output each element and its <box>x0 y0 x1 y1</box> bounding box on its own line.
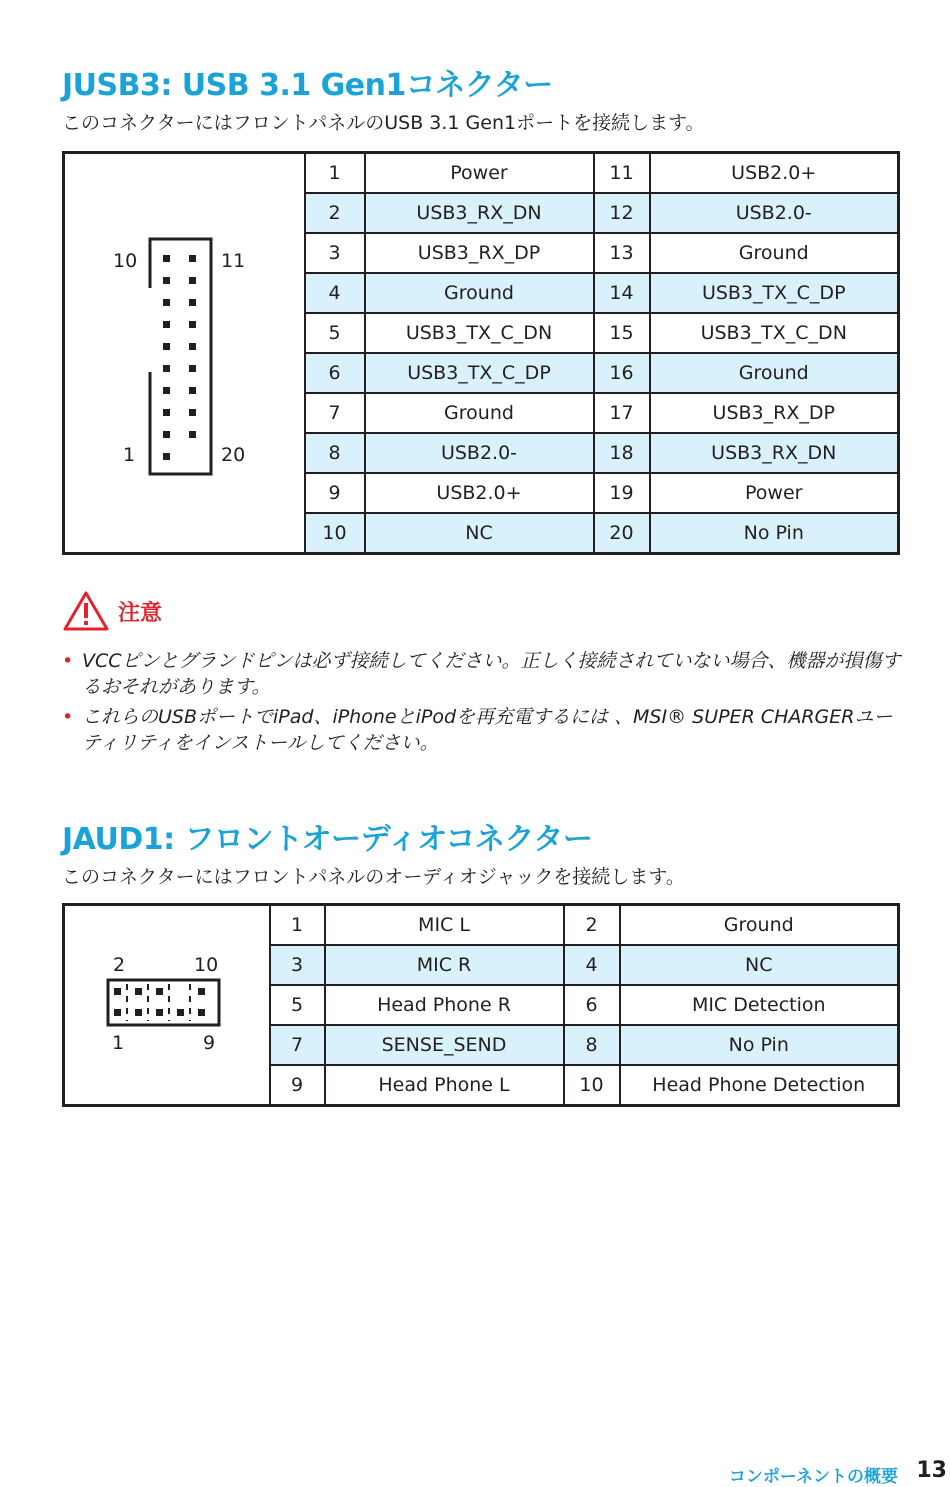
pin-number-cell: 9 <box>270 1065 325 1106</box>
jaud1-label-bottom-left: 1 <box>112 1032 125 1054</box>
page-number: 13 <box>916 1458 947 1483</box>
pin-dot <box>114 988 121 995</box>
pin-number-cell: 12 <box>594 193 650 233</box>
caution-note: • これらのUSBポートでiPad、iPhoneとiPodを再充電するには 、MSI® SUPER CHARGERユーティリティをインストールしてください。 <box>62 704 902 756</box>
pin-dot <box>189 255 196 262</box>
pin-dot <box>189 431 196 438</box>
pin-number-cell: 5 <box>305 313 365 353</box>
warning-triangle-icon <box>62 590 110 632</box>
pin-dot <box>163 431 170 438</box>
signal-name-cell: USB2.0+ <box>365 473 594 513</box>
signal-name-cell: MIC Detection <box>620 985 899 1025</box>
jaud1-description: このコネクターにはフロントパネルのオーディオジャックを接続します。 <box>62 866 685 888</box>
signal-name-cell: USB3_TX_C_DP <box>650 273 899 313</box>
pin-dot <box>189 387 196 394</box>
pin-number-cell: 4 <box>564 945 620 985</box>
pin-number-cell: 6 <box>564 985 620 1025</box>
signal-name-cell: NC <box>620 945 899 985</box>
pin-dot <box>163 277 170 284</box>
signal-name-cell: MIC L <box>325 905 564 946</box>
pin-dot <box>189 321 196 328</box>
pin-number-cell: 9 <box>305 473 365 513</box>
pin-number-cell: 17 <box>594 393 650 433</box>
signal-name-cell: SENSE_SEND <box>325 1025 564 1065</box>
pin-number-cell: 1 <box>270 905 325 946</box>
signal-name-cell: USB2.0- <box>650 193 899 233</box>
signal-name-cell: USB3_RX_DN <box>365 193 594 233</box>
signal-name-cell: Ground <box>365 273 594 313</box>
signal-name-cell: USB3_RX_DP <box>650 393 899 433</box>
signal-name-cell: USB3_TX_C_DN <box>650 313 899 353</box>
pin-dot <box>189 409 196 416</box>
signal-name-cell: USB3_RX_DN <box>650 433 899 473</box>
pin-dot <box>163 387 170 394</box>
signal-name-cell: Power <box>650 473 899 513</box>
jusb3-label-bottom-left: 1 <box>123 444 136 466</box>
pin-number-cell: 7 <box>305 393 365 433</box>
pin-dot <box>163 453 170 460</box>
pin-dot <box>189 299 196 306</box>
signal-name-cell: Head Phone L <box>325 1065 564 1106</box>
pin-number-cell: 6 <box>305 353 365 393</box>
signal-name-cell: No Pin <box>650 513 899 554</box>
pin-number-cell: 1 <box>305 153 365 194</box>
pin-dot <box>189 277 196 284</box>
signal-name-cell: MIC R <box>325 945 564 985</box>
pin-dot <box>163 409 170 416</box>
pin-dot <box>163 255 170 262</box>
caution-notes <box>62 648 902 760</box>
pin-number-cell: 20 <box>594 513 650 554</box>
pin-number-cell: 16 <box>594 353 650 393</box>
jusb3-connector-diagram <box>65 154 301 553</box>
pin-dot <box>163 321 170 328</box>
jusb3-label-bottom-right: 20 <box>221 444 246 466</box>
pin-number-cell: 19 <box>594 473 650 513</box>
jusb3-description: このコネクターにはフロントパネルのUSB 3.1 Gen1ポートを接続します。 <box>62 112 705 134</box>
pin-number-cell: 2 <box>564 905 620 946</box>
pin-number-cell: 10 <box>564 1065 620 1106</box>
caution-heading <box>62 590 162 632</box>
jaud1-pin-header-graphic <box>65 906 266 1103</box>
pin-number-cell: 5 <box>270 985 325 1025</box>
pin-dot <box>163 299 170 306</box>
signal-name-cell: USB2.0- <box>365 433 594 473</box>
signal-name-cell: Ground <box>365 393 594 433</box>
pin-dot <box>189 343 196 350</box>
signal-name-cell: USB3_TX_C_DP <box>365 353 594 393</box>
jaud1-label-bottom-right: 9 <box>203 1032 216 1054</box>
pin-dot <box>163 343 170 350</box>
pin-dot <box>156 988 163 995</box>
pin-number-cell: 7 <box>270 1025 325 1065</box>
pin-number-cell: 10 <box>305 513 365 554</box>
jaud1-connector-diagram <box>65 906 266 1103</box>
signal-name-cell: Head Phone R <box>325 985 564 1025</box>
jaud1-label-top-right: 10 <box>194 954 219 976</box>
pin-number-cell: 11 <box>594 153 650 194</box>
signal-name-cell: USB3_TX_C_DN <box>365 313 594 353</box>
pin-dot <box>114 1009 121 1016</box>
pin-dot <box>135 988 142 995</box>
pin-dot <box>163 365 170 372</box>
signal-name-cell: USB2.0+ <box>650 153 899 194</box>
pin-number-cell: 13 <box>594 233 650 273</box>
pin-dot <box>135 1009 142 1016</box>
pin-number-cell: 14 <box>594 273 650 313</box>
pin-dot <box>189 365 196 372</box>
signal-name-cell: No Pin <box>620 1025 899 1065</box>
footer-section-label: コンポーネントの概要 <box>728 1467 898 1487</box>
pin-dot <box>177 1009 184 1016</box>
signal-name-cell: USB3_RX_DP <box>365 233 594 273</box>
signal-name-cell: NC <box>365 513 594 554</box>
pin-dot <box>156 1009 163 1016</box>
jaud1-label-top-left: 2 <box>113 954 126 976</box>
pin-number-cell: 3 <box>270 945 325 985</box>
jaud1-title: JAUD1: フロントオーディオコネクター <box>62 822 593 857</box>
signal-name-cell: Ground <box>650 353 899 393</box>
pin-number-cell: 15 <box>594 313 650 353</box>
pin-number-cell: 18 <box>594 433 650 473</box>
jusb3-pin-header-graphic <box>65 154 301 553</box>
signal-name-cell: Power <box>365 153 594 194</box>
jusb3-label-top-right: 11 <box>221 250 246 272</box>
pin-dot <box>198 1009 205 1016</box>
pin-number-cell: 4 <box>305 273 365 313</box>
pin-dot <box>198 988 205 995</box>
signal-name-cell: Ground <box>650 233 899 273</box>
pin-number-cell: 8 <box>305 433 365 473</box>
caution-label: 注意 <box>118 600 163 626</box>
signal-name-cell: Head Phone Detection <box>620 1065 899 1106</box>
jusb3-title: JUSB3: USB 3.1 Gen1コネクター <box>62 68 553 103</box>
jusb3-label-top-left: 10 <box>113 250 138 272</box>
pin-number-cell: 8 <box>564 1025 620 1065</box>
caution-note: • VCCピンとグランドピンは必ず接続してください。正しく接続されていない場合、機器が損傷するおそれがあります。 <box>62 648 902 700</box>
signal-name-cell: Ground <box>620 905 899 946</box>
pin-number-cell: 3 <box>305 233 365 273</box>
pin-number-cell: 2 <box>305 193 365 233</box>
